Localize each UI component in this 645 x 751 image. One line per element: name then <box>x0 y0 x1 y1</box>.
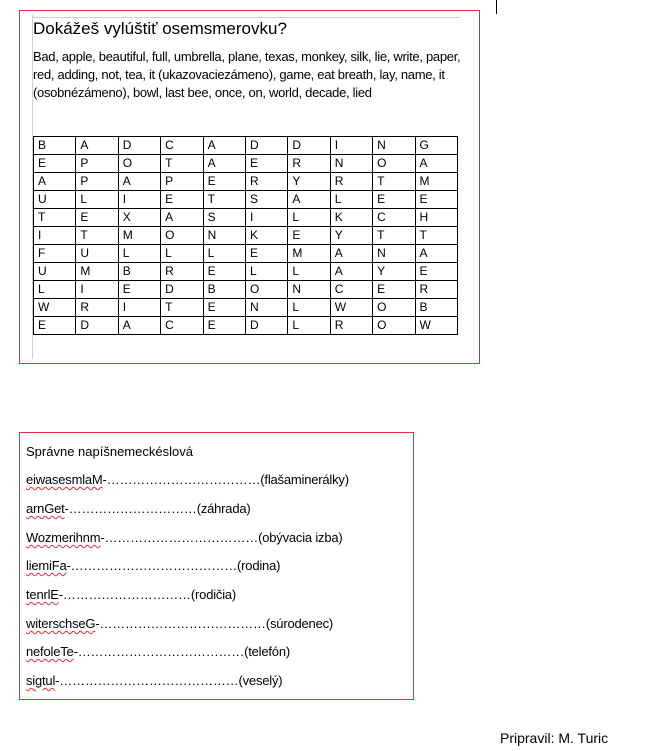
grid-cell[interactable]: L <box>330 191 372 209</box>
grid-cell[interactable]: S <box>203 209 245 227</box>
grid-cell[interactable]: G <box>415 137 457 155</box>
grid-cell[interactable]: M <box>118 227 160 245</box>
grid-cell[interactable]: X <box>118 209 160 227</box>
scrambled-word: witerschseG <box>26 616 96 631</box>
scrambled-word: eiwasesmlaM <box>26 472 103 487</box>
grid-cell[interactable]: F <box>34 245 76 263</box>
grid-cell[interactable]: A <box>288 191 330 209</box>
grid-cell[interactable]: E <box>203 173 245 191</box>
scrambled-word: sigtul <box>26 673 56 688</box>
grid-cell[interactable]: A <box>161 209 203 227</box>
translation-hint: (záhrada) <box>196 501 251 516</box>
grid-cell[interactable]: B <box>34 137 76 155</box>
grid-cell[interactable]: R <box>76 299 118 317</box>
exercise-row[interactable] <box>26 643 290 661</box>
grid-cell[interactable]: R <box>415 281 457 299</box>
scrambled-word: Wozmerihnm <box>26 530 101 545</box>
translation-hint: (telefón) <box>244 644 290 659</box>
grid-cell[interactable]: W <box>330 299 372 317</box>
grid-cell[interactable]: A <box>118 317 160 335</box>
scrambled-word: liemiFa <box>26 558 67 573</box>
grid-cell[interactable]: E <box>118 281 160 299</box>
exercise-row[interactable] <box>26 672 282 690</box>
grid-cell[interactable]: C <box>161 137 203 155</box>
grid-cell[interactable]: Y <box>330 227 372 245</box>
grid-cell[interactable]: K <box>330 209 372 227</box>
grid-cell[interactable]: L <box>245 263 287 281</box>
grid-cell[interactable]: P <box>161 173 203 191</box>
grid-cell[interactable]: I <box>330 137 372 155</box>
grid-cell[interactable]: D <box>118 137 160 155</box>
grid-cell[interactable]: N <box>373 245 415 263</box>
grid-cell[interactable]: R <box>330 173 372 191</box>
answer-blank: -……………………………… <box>102 472 261 487</box>
grid-cell[interactable]: O <box>161 227 203 245</box>
grid-cell[interactable]: P <box>76 155 118 173</box>
exercise-row[interactable] <box>26 557 280 575</box>
grid-cell[interactable]: E <box>373 191 415 209</box>
grid-cell[interactable]: C <box>373 209 415 227</box>
grid-cell[interactable]: C <box>161 317 203 335</box>
grid-cell[interactable]: C <box>330 281 372 299</box>
exercise-row[interactable] <box>26 500 251 518</box>
answer-blank: -……………………………… <box>100 530 259 545</box>
grid-cell[interactable]: D <box>288 137 330 155</box>
exercise-heading[interactable]: Správne napíšnemeckéslová <box>26 444 193 459</box>
author-credit[interactable] <box>500 729 608 747</box>
grid-cell[interactable]: A <box>330 263 372 281</box>
grid-cell[interactable]: T <box>203 191 245 209</box>
grid-cell[interactable]: K <box>245 227 287 245</box>
translation-hint: (rodičia) <box>190 587 237 602</box>
grid-cell[interactable]: M <box>76 263 118 281</box>
grid-cell[interactable]: L <box>288 299 330 317</box>
translation-hint: (rodina) <box>237 558 281 573</box>
grid-cell[interactable]: E <box>415 191 457 209</box>
grid-row <box>34 227 458 245</box>
grid-cell[interactable]: L <box>288 209 330 227</box>
grid-cell[interactable]: A <box>415 245 457 263</box>
grid-row <box>34 155 458 173</box>
grid-cell[interactable]: N <box>245 299 287 317</box>
grid-cell[interactable]: E <box>34 155 76 173</box>
grid-cell[interactable]: T <box>373 173 415 191</box>
grid-row <box>34 317 458 335</box>
grid-cell[interactable]: U <box>34 191 76 209</box>
grid-cell[interactable]: Y <box>373 263 415 281</box>
text-cursor <box>496 0 497 14</box>
grid-cell[interactable]: I <box>34 227 76 245</box>
grid-cell[interactable]: E <box>245 155 287 173</box>
grid-cell[interactable]: E <box>34 317 76 335</box>
grid-cell[interactable]: I <box>76 281 118 299</box>
grid-cell[interactable]: R <box>161 263 203 281</box>
grid-cell[interactable]: L <box>161 245 203 263</box>
margin-guide-top <box>32 17 460 18</box>
grid-cell[interactable]: I <box>118 191 160 209</box>
grid-row <box>34 263 458 281</box>
grid-cell[interactable]: E <box>203 299 245 317</box>
grid-cell[interactable]: S <box>245 191 287 209</box>
grid-cell[interactable]: E <box>203 263 245 281</box>
word-search-grid <box>33 136 458 335</box>
answer-blank: -………………………… <box>64 501 197 516</box>
grid-cell[interactable]: L <box>203 245 245 263</box>
grid-cell[interactable]: N <box>330 155 372 173</box>
grid-cell[interactable]: E <box>161 191 203 209</box>
exercise-row[interactable] <box>26 471 349 489</box>
grid-cell[interactable]: T <box>161 155 203 173</box>
grid-cell[interactable]: A <box>415 155 457 173</box>
grid-row <box>34 191 458 209</box>
grid-cell[interactable]: O <box>118 155 160 173</box>
grid-cell[interactable]: A <box>203 155 245 173</box>
word-search-box <box>19 10 480 364</box>
grid-row <box>34 137 458 155</box>
grid-cell[interactable]: A <box>203 137 245 155</box>
grid-cell[interactable]: E <box>245 245 287 263</box>
grid-cell[interactable]: E <box>415 263 457 281</box>
grid-cell[interactable]: D <box>245 317 287 335</box>
grid-cell[interactable]: W <box>415 317 457 335</box>
grid-cell[interactable]: L <box>118 245 160 263</box>
grid-row <box>34 173 458 191</box>
grid-cell[interactable]: L <box>34 281 76 299</box>
grid-cell[interactable]: E <box>288 227 330 245</box>
puzzle-title[interactable]: Dokážeš vylúštiť osemsmerovku? <box>33 19 287 38</box>
grid-cell[interactable]: O <box>245 281 287 299</box>
grid-cell[interactable]: L <box>288 263 330 281</box>
translation-hint: (flašaminerálky) <box>260 472 349 487</box>
grid-cell[interactable]: T <box>34 209 76 227</box>
grid-cell[interactable]: M <box>415 173 457 191</box>
scrambled-word: nefoleTe <box>26 644 74 659</box>
grid-cell[interactable]: B <box>118 263 160 281</box>
grid-cell[interactable]: P <box>76 173 118 191</box>
grid-row <box>34 209 458 227</box>
grid-cell[interactable]: T <box>415 227 457 245</box>
grid-row <box>34 299 458 317</box>
grid-row <box>34 245 458 263</box>
grid-cell[interactable]: T <box>161 299 203 317</box>
answer-blank: -………………………………… <box>95 616 266 631</box>
grid-cell[interactable]: D <box>161 281 203 299</box>
exercise-row[interactable] <box>26 615 333 633</box>
exercise-row[interactable] <box>26 586 236 604</box>
translation-hint: (súrodenec) <box>265 616 334 631</box>
grid-cell[interactable]: N <box>373 137 415 155</box>
answer-blank: -…………………………………… <box>55 673 239 688</box>
translation-hint: (veselý) <box>238 673 283 688</box>
grid-cell[interactable]: W <box>34 299 76 317</box>
grid-cell[interactable]: E <box>203 317 245 335</box>
exercise-row[interactable] <box>26 529 343 547</box>
grid-cell[interactable]: E <box>373 281 415 299</box>
grid-cell[interactable]: N <box>203 227 245 245</box>
grid-cell[interactable]: A <box>118 173 160 191</box>
grid-cell[interactable]: O <box>373 155 415 173</box>
grid-cell[interactable]: A <box>76 137 118 155</box>
grid-cell[interactable]: Y <box>288 173 330 191</box>
translation-hint: (obývacia izba) <box>258 530 343 545</box>
grid-cell[interactable]: O <box>373 299 415 317</box>
exercise-box <box>19 432 414 700</box>
grid-cell[interactable]: R <box>245 173 287 191</box>
grid-cell[interactable]: O <box>373 317 415 335</box>
grid-cell[interactable]: R <box>288 155 330 173</box>
grid-cell[interactable]: A <box>34 173 76 191</box>
grid-cell[interactable]: I <box>118 299 160 317</box>
scrambled-word: arnGet <box>26 501 65 516</box>
answer-blank: -………………………………… <box>73 644 245 659</box>
grid-cell[interactable]: D <box>76 317 118 335</box>
word-list[interactable]: Bad, apple, beautiful, full, umbrella, plane, texas, monkey, silk, lie, write, paper, red, adding, not, tea, it (ukazovaciezámeno), game, eat breath, lay, name, it (osobnézámeno), bowl, last bee, once, on, world, decade, lied <box>33 49 461 100</box>
grid-cell[interactable]: H <box>415 209 457 227</box>
grid-cell[interactable]: N <box>288 281 330 299</box>
grid-cell[interactable]: A <box>330 245 372 263</box>
author-text: Pripravil: M. Turic <box>500 730 609 746</box>
scrambled-word: tenrlE <box>26 587 59 602</box>
grid-cell[interactable]: I <box>245 209 287 227</box>
grid-cell[interactable]: B <box>415 299 457 317</box>
grid-cell[interactable]: D <box>245 137 287 155</box>
grid-cell[interactable]: U <box>34 263 76 281</box>
answer-blank: -………………………………… <box>66 558 238 573</box>
grid-cell[interactable]: B <box>203 281 245 299</box>
answer-blank: -………………………… <box>58 587 191 602</box>
grid-row <box>34 281 458 299</box>
grid-cell[interactable]: L <box>288 317 330 335</box>
grid-cell[interactable]: R <box>330 317 372 335</box>
grid-cell[interactable]: M <box>288 245 330 263</box>
grid-cell[interactable]: E <box>76 209 118 227</box>
grid-cell[interactable]: T <box>373 227 415 245</box>
grid-cell[interactable]: L <box>76 191 118 209</box>
grid-cell[interactable]: T <box>76 227 118 245</box>
grid-cell[interactable]: U <box>76 245 118 263</box>
